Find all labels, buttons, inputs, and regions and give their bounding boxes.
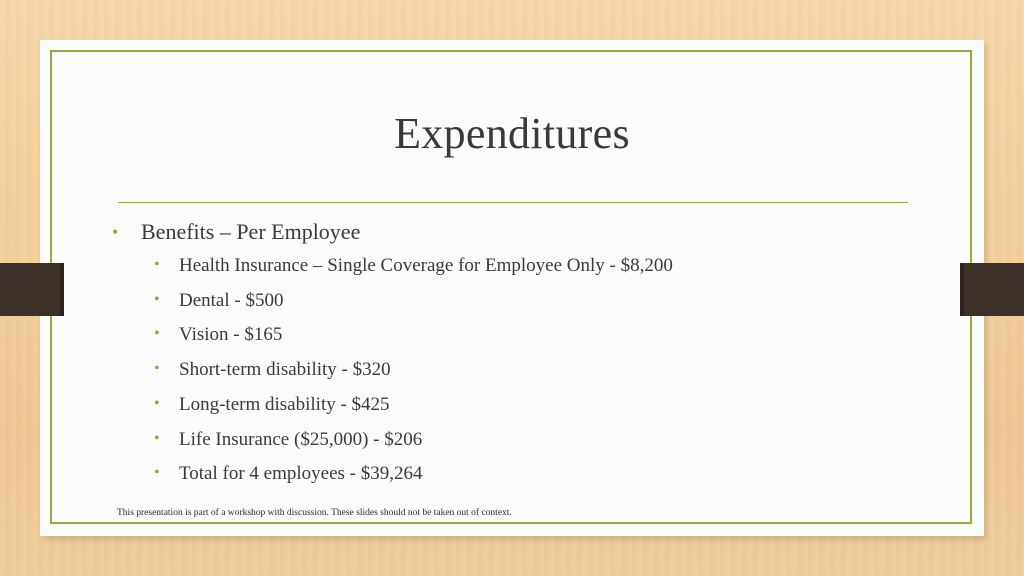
- bullet-dot-icon: •: [154, 464, 160, 482]
- bullet-list: [112, 215, 673, 492]
- bullet-dot-icon: •: [154, 429, 160, 447]
- sub-bullet-life-insurance: [154, 423, 673, 458]
- bullet-benefits: [112, 215, 673, 492]
- sub-bullet-short-term-disability: [154, 353, 673, 388]
- sub-bullet-dental: [154, 284, 673, 319]
- right-side-bar: [960, 263, 1024, 316]
- sub-bullet-text: Life Insurance ($25,000) - $206: [179, 428, 423, 450]
- sub-bullet-text: Health Insurance – Single Coverage for Employee Only - $8,200: [179, 255, 673, 276]
- bullet-dot-icon: •: [154, 325, 160, 343]
- sub-bullet-list: [141, 249, 673, 492]
- bullet-dot-icon: •: [154, 394, 160, 412]
- bullet-text: Benefits – Per Employee: [141, 219, 361, 244]
- bullet-dot-icon: •: [154, 290, 160, 308]
- bullet-dot-icon: •: [154, 360, 160, 378]
- sub-bullet-text: Short-term disability - $320: [179, 359, 391, 381]
- sub-bullet-text: Dental - $500: [179, 289, 284, 311]
- left-side-bar: [0, 263, 64, 316]
- sub-bullet-text: Vision - $165: [179, 324, 283, 346]
- bullet-dot-icon: •: [154, 256, 160, 273]
- sub-bullet-health-insurance: [154, 249, 673, 284]
- sub-bullet-total: [154, 457, 673, 492]
- slide-title: Expenditures: [394, 109, 630, 158]
- slide-footer-note: This presentation is part of a workshop with discussion. These slides should not be taken out of context.: [117, 508, 512, 518]
- sub-bullet-long-term-disability: [154, 388, 673, 423]
- sub-bullet-text: Total for 4 employees - $39,264: [179, 463, 423, 485]
- title-divider: [118, 202, 908, 203]
- sub-bullet-vision: [154, 318, 673, 353]
- sub-bullet-text: Long-term disability - $425: [179, 393, 390, 415]
- bullet-dot-icon: •: [112, 222, 119, 242]
